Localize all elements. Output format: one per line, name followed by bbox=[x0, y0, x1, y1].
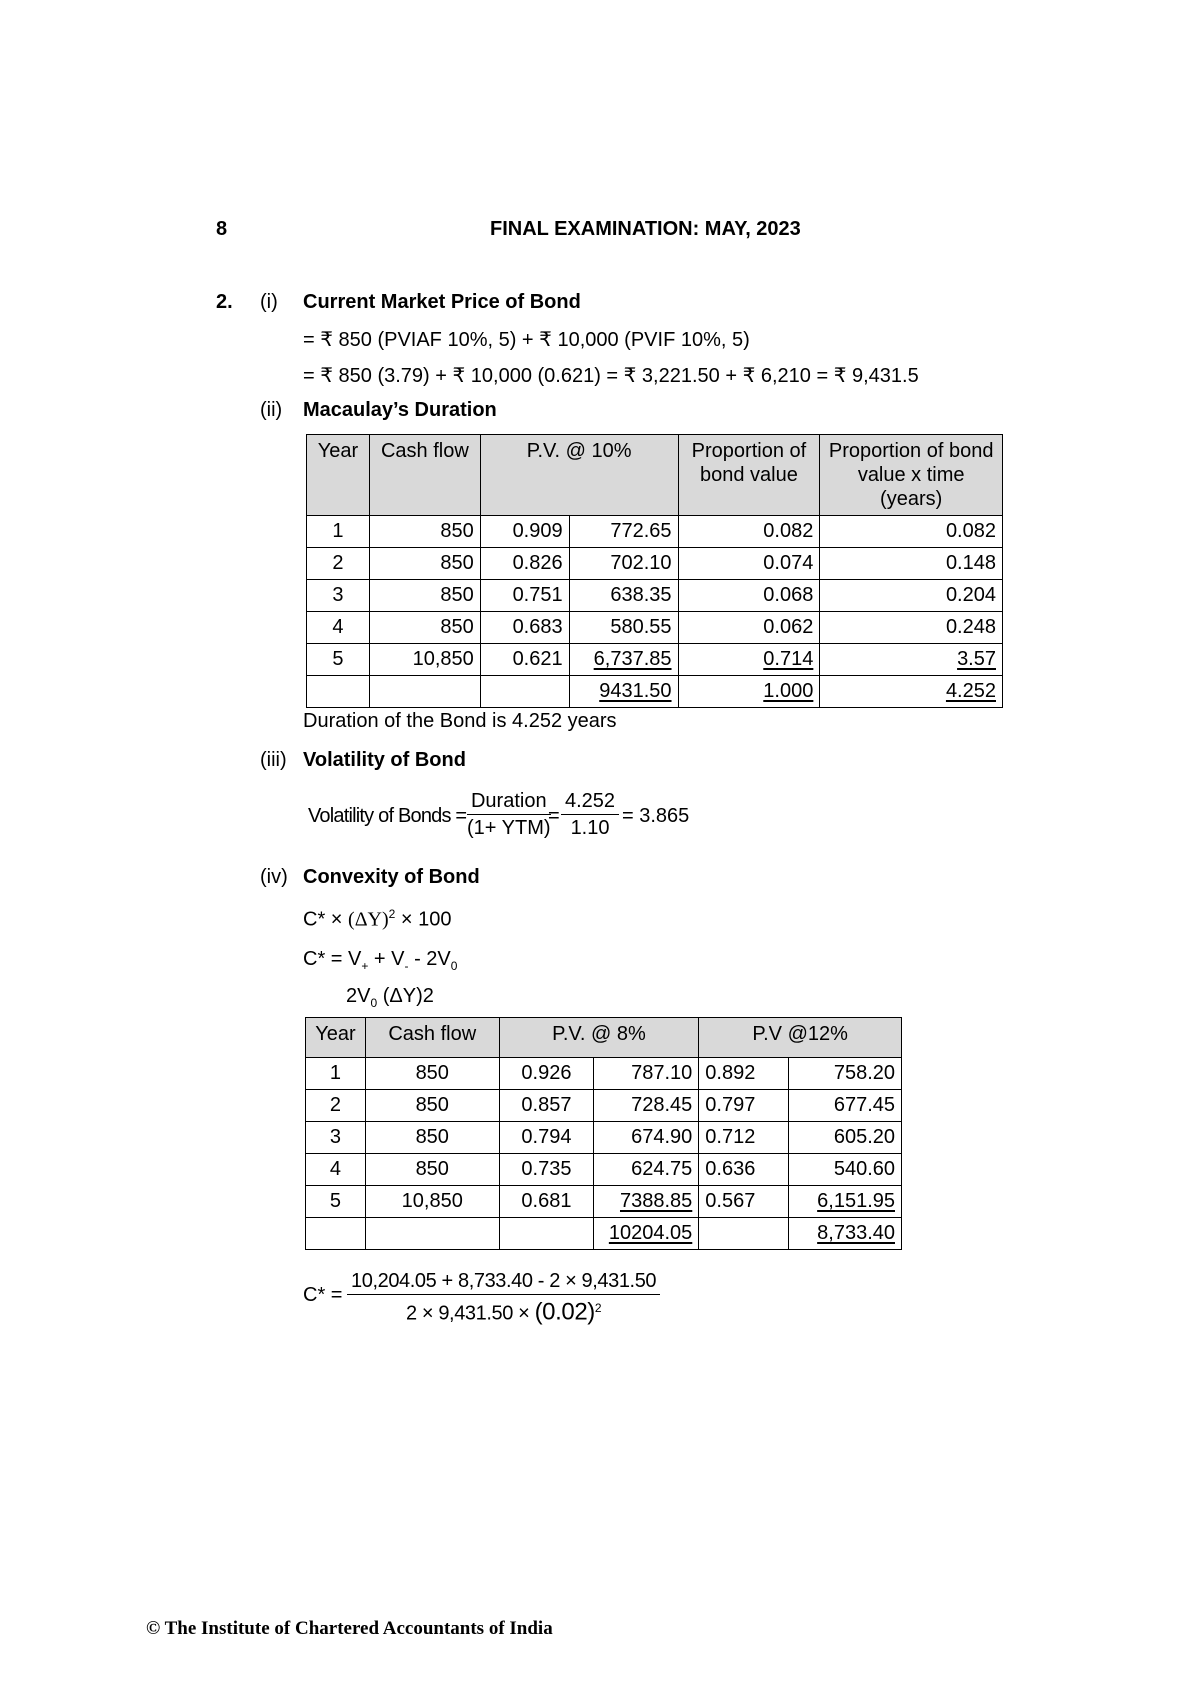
table-header-row bbox=[307, 435, 1003, 516]
cell: 624.75 bbox=[594, 1154, 699, 1186]
cell: 0.074 bbox=[678, 548, 820, 580]
formula-subscript: 0 bbox=[450, 959, 458, 973]
table-row bbox=[306, 1154, 902, 1186]
cell bbox=[820, 644, 1003, 676]
cell: 4 bbox=[307, 612, 370, 644]
formula-part: (0.02) bbox=[534, 1298, 595, 1326]
total-cell bbox=[820, 676, 1003, 708]
cell bbox=[789, 1186, 902, 1218]
cell: 10,850 bbox=[365, 1186, 499, 1218]
cell: 0.892 bbox=[699, 1058, 789, 1090]
cell: 0.681 bbox=[499, 1186, 594, 1218]
fraction-denominator: (1+ YTM) bbox=[467, 817, 551, 839]
total-cell bbox=[789, 1218, 902, 1250]
table-total-row bbox=[307, 676, 1003, 708]
cell: 0.248 bbox=[820, 612, 1003, 644]
part-i-line2: = ₹ 850 (3.79) + ₹ 10,000 (0.621) = ₹ 3,221.50 + ₹ 6,210 = ₹ 9,431.5 bbox=[303, 365, 919, 387]
cell: 2 bbox=[307, 548, 370, 580]
part-iii-heading: Volatility of Bond bbox=[303, 749, 466, 771]
volatility-fraction-2 bbox=[561, 788, 619, 841]
convexity-table bbox=[305, 1017, 902, 1250]
part-iv-heading: Convexity of Bond bbox=[303, 866, 480, 888]
convexity-formula-3 bbox=[346, 985, 434, 1010]
formula-part: 2 × 9,431.50 × bbox=[406, 1302, 530, 1325]
cell: 758.20 bbox=[789, 1058, 902, 1090]
formula-delta-y: (ΔY) bbox=[348, 908, 389, 931]
cell: 580.55 bbox=[569, 612, 678, 644]
cell bbox=[307, 676, 370, 708]
total-pv-12: 8,733.40 bbox=[817, 1222, 895, 1244]
total-cell bbox=[569, 676, 678, 708]
cell bbox=[480, 676, 569, 708]
formula-part: - 2V bbox=[408, 948, 451, 970]
col-header-cash-flow: Cash flow bbox=[365, 1018, 499, 1058]
cell: 674.90 bbox=[594, 1122, 699, 1154]
cell: 10,850 bbox=[369, 644, 480, 676]
cell: 0.857 bbox=[499, 1090, 594, 1122]
cell: 2 bbox=[306, 1090, 366, 1122]
table-row bbox=[306, 1090, 902, 1122]
cell: 1 bbox=[307, 516, 370, 548]
total-proportion: 1.000 bbox=[763, 680, 814, 702]
part-i-heading: Current Market Price of Bond bbox=[303, 291, 581, 313]
fraction-numerator: Duration bbox=[467, 788, 551, 815]
formula-subscript: - bbox=[404, 959, 409, 973]
page-title: FINAL EXAMINATION: MAY, 2023 bbox=[490, 218, 801, 240]
table-row bbox=[307, 644, 1003, 676]
cell: 850 bbox=[369, 516, 480, 548]
total-pv: 9431.50 bbox=[599, 680, 672, 702]
table-total-row bbox=[306, 1218, 902, 1250]
cell: 0.751 bbox=[480, 580, 569, 612]
cell: 0.567 bbox=[699, 1186, 789, 1218]
formula-part: × 100 bbox=[400, 908, 452, 931]
underlined-value: 6,737.85 bbox=[593, 648, 672, 670]
cell: 850 bbox=[365, 1058, 499, 1090]
cell: 0.621 bbox=[480, 644, 569, 676]
part-i-line1: = ₹ 850 (PVIAF 10%, 5) + ₹ 10,000 (PVIF 10%, 5) bbox=[303, 329, 750, 351]
underlined-value: 7388.85 bbox=[619, 1190, 693, 1212]
table-header-row bbox=[306, 1018, 902, 1058]
cell: 0.797 bbox=[699, 1090, 789, 1122]
cell: 702.10 bbox=[569, 548, 678, 580]
equals-sign: = bbox=[548, 805, 560, 827]
cell: 1 bbox=[306, 1058, 366, 1090]
cell: 638.35 bbox=[569, 580, 678, 612]
duration-conclusion: Duration of the Bond is 4.252 years bbox=[303, 710, 617, 732]
cell: 5 bbox=[306, 1186, 366, 1218]
col-header-cash-flow: Cash flow bbox=[369, 435, 480, 516]
formula-part: 2V bbox=[346, 985, 371, 1007]
col-header-proportion: Proportion of bond value bbox=[678, 435, 820, 516]
cell: 850 bbox=[369, 580, 480, 612]
cell: 0.735 bbox=[499, 1154, 594, 1186]
col-header-pv: P.V. @ 10% bbox=[480, 435, 678, 516]
cell: 787.10 bbox=[594, 1058, 699, 1090]
cell bbox=[369, 676, 480, 708]
cell: 0.062 bbox=[678, 612, 820, 644]
cell: 0.148 bbox=[820, 548, 1003, 580]
cell: 728.45 bbox=[594, 1090, 699, 1122]
cell: 0.204 bbox=[820, 580, 1003, 612]
table-row bbox=[307, 612, 1003, 644]
cell: 850 bbox=[365, 1090, 499, 1122]
volatility-fraction-1 bbox=[463, 788, 555, 841]
cell: 3 bbox=[306, 1122, 366, 1154]
part-iii-label: (iii) bbox=[260, 749, 287, 771]
col-header-proportion-time: Proportion of bond value x time (years) bbox=[820, 435, 1003, 516]
cell: 0.082 bbox=[678, 516, 820, 548]
cell bbox=[569, 644, 678, 676]
cell: 5 bbox=[307, 644, 370, 676]
formula-subscript: 0 bbox=[370, 996, 378, 1010]
table-row bbox=[306, 1122, 902, 1154]
formula-exponent: 2 bbox=[388, 907, 396, 921]
underlined-value: 6,151.95 bbox=[817, 1190, 895, 1212]
cell: 605.20 bbox=[789, 1122, 902, 1154]
cell: 772.65 bbox=[569, 516, 678, 548]
formula-subscript: + bbox=[361, 959, 369, 973]
cell bbox=[499, 1218, 594, 1250]
cell: 0.926 bbox=[499, 1058, 594, 1090]
formula-part: C* = V bbox=[303, 948, 362, 970]
convexity-final-fraction bbox=[347, 1268, 660, 1327]
part-iv-label: (iv) bbox=[260, 866, 288, 888]
cell: 850 bbox=[365, 1122, 499, 1154]
fraction-numerator: 10,204.05 + 8,733.40 - 2 × 9,431.50 bbox=[347, 1268, 660, 1295]
formula-part: + V bbox=[368, 948, 405, 970]
cell: 4 bbox=[306, 1154, 366, 1186]
cell: 850 bbox=[369, 548, 480, 580]
cell: 0.683 bbox=[480, 612, 569, 644]
formula-part: C* × bbox=[303, 908, 343, 931]
col-header-year: Year bbox=[306, 1018, 366, 1058]
table-row bbox=[306, 1058, 902, 1090]
cell: 0.636 bbox=[699, 1154, 789, 1186]
underlined-value: 3.57 bbox=[957, 648, 996, 670]
total-cell bbox=[594, 1218, 699, 1250]
col-header-pv-12: P.V @12% bbox=[699, 1018, 902, 1058]
fraction-denominator bbox=[402, 1295, 605, 1327]
cell bbox=[699, 1218, 789, 1250]
cell: 0.068 bbox=[678, 580, 820, 612]
macaulay-duration-table bbox=[306, 434, 1003, 708]
footer-copyright: © The Institute of Chartered Accountants of India bbox=[146, 1618, 553, 1639]
cell: 850 bbox=[369, 612, 480, 644]
cell: 0.909 bbox=[480, 516, 569, 548]
cell: 677.45 bbox=[789, 1090, 902, 1122]
fraction-denominator: 1.10 bbox=[570, 817, 610, 839]
total-cell bbox=[678, 676, 820, 708]
table-row bbox=[306, 1186, 902, 1218]
cell: 0.712 bbox=[699, 1122, 789, 1154]
cell bbox=[678, 644, 820, 676]
part-i-label: (i) bbox=[260, 291, 278, 313]
formula-part: (ΔY)2 bbox=[377, 985, 434, 1007]
table-row bbox=[307, 548, 1003, 580]
cell bbox=[306, 1218, 366, 1250]
total-pv-8: 10204.05 bbox=[608, 1222, 693, 1244]
cell: 850 bbox=[365, 1154, 499, 1186]
volatility-lhs: Volatility of Bonds = bbox=[308, 805, 467, 827]
convexity-final-lhs: C* = bbox=[303, 1284, 343, 1306]
cell bbox=[365, 1218, 499, 1250]
question-number: 2. bbox=[216, 291, 233, 313]
fraction-numerator: 4.252 bbox=[561, 788, 619, 815]
table-row bbox=[307, 580, 1003, 612]
convexity-formula-2 bbox=[303, 948, 457, 973]
cell: 0.082 bbox=[820, 516, 1003, 548]
col-header-pv-8: P.V. @ 8% bbox=[499, 1018, 699, 1058]
formula-exponent: 2 bbox=[594, 1301, 602, 1315]
cell: 3 bbox=[307, 580, 370, 612]
cell bbox=[594, 1186, 699, 1218]
col-header-year: Year bbox=[307, 435, 370, 516]
part-ii-heading: Macaulay’s Duration bbox=[303, 399, 497, 421]
convexity-formula-1 bbox=[303, 907, 452, 932]
cell: 0.794 bbox=[499, 1122, 594, 1154]
total-duration: 4.252 bbox=[945, 680, 996, 702]
page-number: 8 bbox=[216, 218, 228, 240]
part-ii-label: (ii) bbox=[260, 399, 283, 421]
cell: 0.826 bbox=[480, 548, 569, 580]
cell: 540.60 bbox=[789, 1154, 902, 1186]
underlined-value: 0.714 bbox=[763, 648, 814, 670]
table-row bbox=[307, 516, 1003, 548]
volatility-result: = 3.865 bbox=[622, 805, 690, 827]
